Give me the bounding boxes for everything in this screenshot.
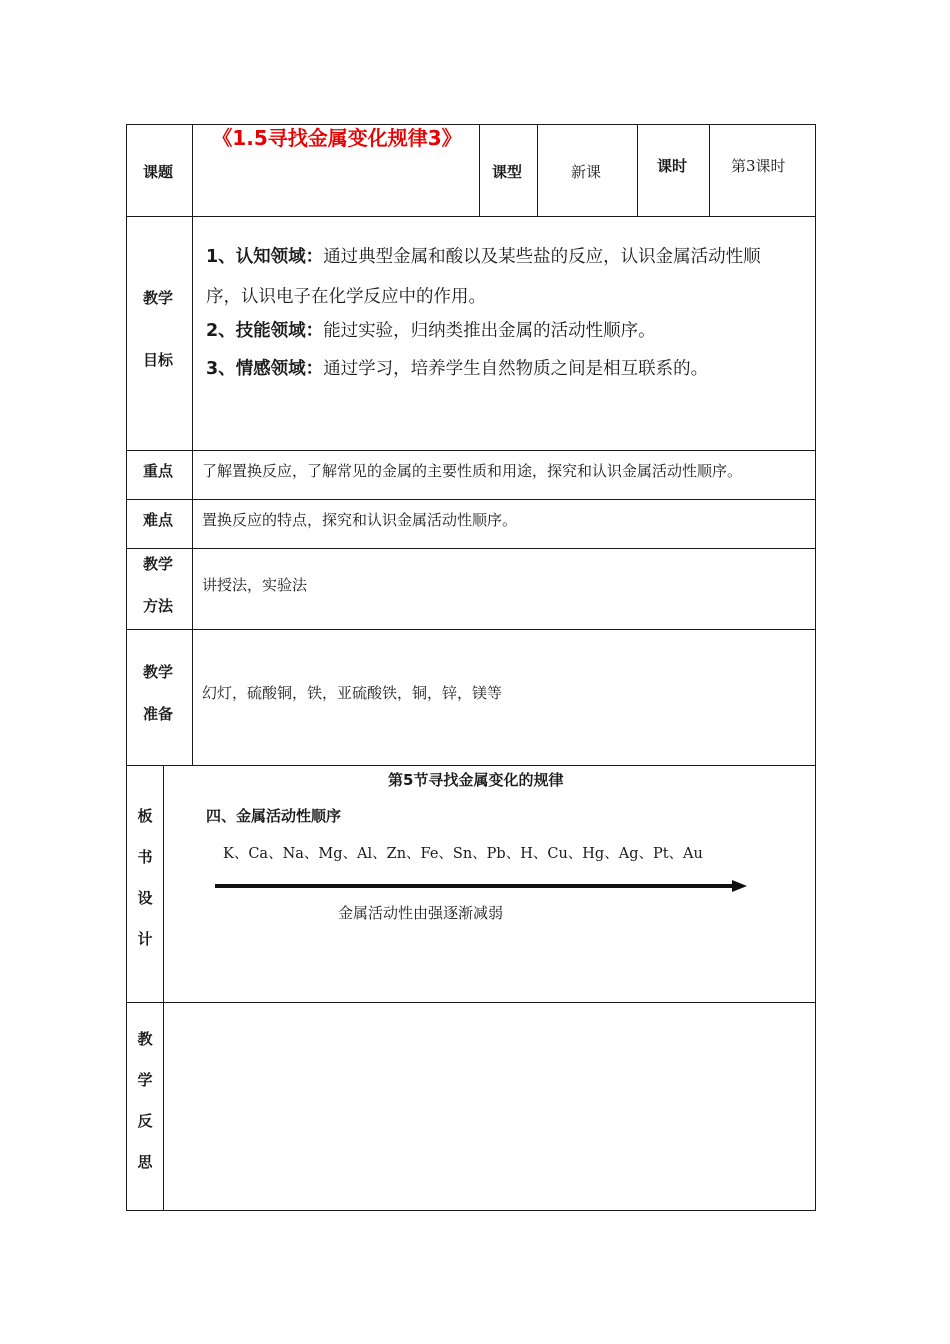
reflection-label-char-4: 思 (137, 1153, 153, 1171)
reflection-label-char-3: 反 (137, 1112, 153, 1130)
method-label-line2: 方法 (143, 597, 174, 615)
goal-1-head: 认知领域： (235, 247, 324, 267)
board-section-title: 第5节寻找金属变化的规律 (388, 771, 564, 789)
type-label: 课型 (492, 163, 523, 181)
row-divider-goals (126, 216, 816, 217)
table-border-left (126, 124, 127, 1211)
goal-1-number: 1、 (206, 247, 236, 267)
table-border-bottom (126, 1210, 816, 1211)
period-label: 课时 (657, 157, 688, 175)
label-column-divider-lower (163, 765, 164, 1211)
type-value: 新课 (571, 163, 602, 181)
header-divider-1 (479, 124, 480, 217)
goals-label-line2: 目标 (143, 351, 174, 369)
row-divider-difficult (126, 499, 816, 500)
reflection-label-char-1: 教 (137, 1030, 153, 1048)
board-label (130, 796, 160, 960)
method-label-line1: 教学 (143, 555, 174, 573)
row-divider-board (126, 765, 816, 766)
goal-item-2 (206, 314, 656, 348)
topic-title: 《1.5寻找金属变化规律3》 (212, 126, 462, 150)
activity-series: K、Ca、Na、Mg、Al、Zn、Fe、Sn、Pb、H、Cu、Hg、Ag、Pt、Au (223, 846, 703, 862)
goal-2-number: 2、 (206, 321, 236, 341)
reflection-label (130, 1019, 160, 1183)
goal-3-number: 3、 (206, 359, 236, 379)
keypoints-text: 了解置换反应，了解常见的金属的主要性质和用途，探究和认识金属活动性顺序。 (202, 462, 743, 480)
difficult-label: 难点 (143, 511, 174, 529)
goal-item-1-continued: 序，认识电子在化学反应中的作用。 (206, 287, 486, 307)
difficult-text: 置换反应的特点，探究和认识金属活动性顺序。 (202, 511, 518, 529)
topic-label: 课题 (143, 163, 174, 181)
row-divider-method (126, 548, 816, 549)
row-divider-reflection (126, 1002, 816, 1003)
activity-arrow-shaft (215, 884, 735, 888)
arrow-caption: 金属活动性由强逐渐减弱 (338, 904, 504, 922)
goal-2-head: 技能领域： (235, 321, 324, 341)
board-label-char-2: 书 (137, 848, 153, 866)
prep-text: 幻灯，硫酸铜，铁，亚硫酸铁，铜，锌，镁等 (202, 684, 503, 702)
prep-label-line1: 教学 (143, 663, 174, 681)
label-column-divider (192, 124, 193, 766)
goal-1-text: 通过典型金属和酸以及某些盐的反应，认识金属活动性顺 (323, 247, 761, 267)
goal-item-1 (206, 240, 761, 274)
header-divider-2 (537, 124, 538, 217)
header-divider-4 (709, 124, 710, 217)
prep-label-line2: 准备 (143, 705, 174, 723)
goal-3-head: 情感领域： (235, 359, 324, 379)
row-divider-preparation (126, 629, 816, 630)
header-divider-3 (637, 124, 638, 217)
goal-3-text: 通过学习，培养学生自然物质之间是相互联系的。 (323, 359, 709, 379)
board-label-char-3: 设 (137, 889, 153, 907)
activity-arrow-head-icon (732, 880, 747, 892)
period-value: 第3课时 (731, 157, 786, 175)
reflection-label-char-2: 学 (137, 1071, 153, 1089)
board-subheading: 四、金属活动性顺序 (206, 807, 342, 825)
goal-2-text: 能过实验，归纳类推出金属的活动性顺序。 (323, 321, 656, 341)
keypoints-label: 重点 (143, 462, 174, 480)
goals-label-line1: 教学 (143, 289, 174, 307)
board-label-char-1: 板 (137, 807, 153, 825)
table-border-right (815, 124, 816, 1211)
board-label-char-4: 计 (137, 930, 153, 948)
row-divider-keypoints (126, 450, 816, 451)
goal-item-3 (206, 352, 708, 386)
method-text: 讲授法，实验法 (202, 576, 308, 594)
